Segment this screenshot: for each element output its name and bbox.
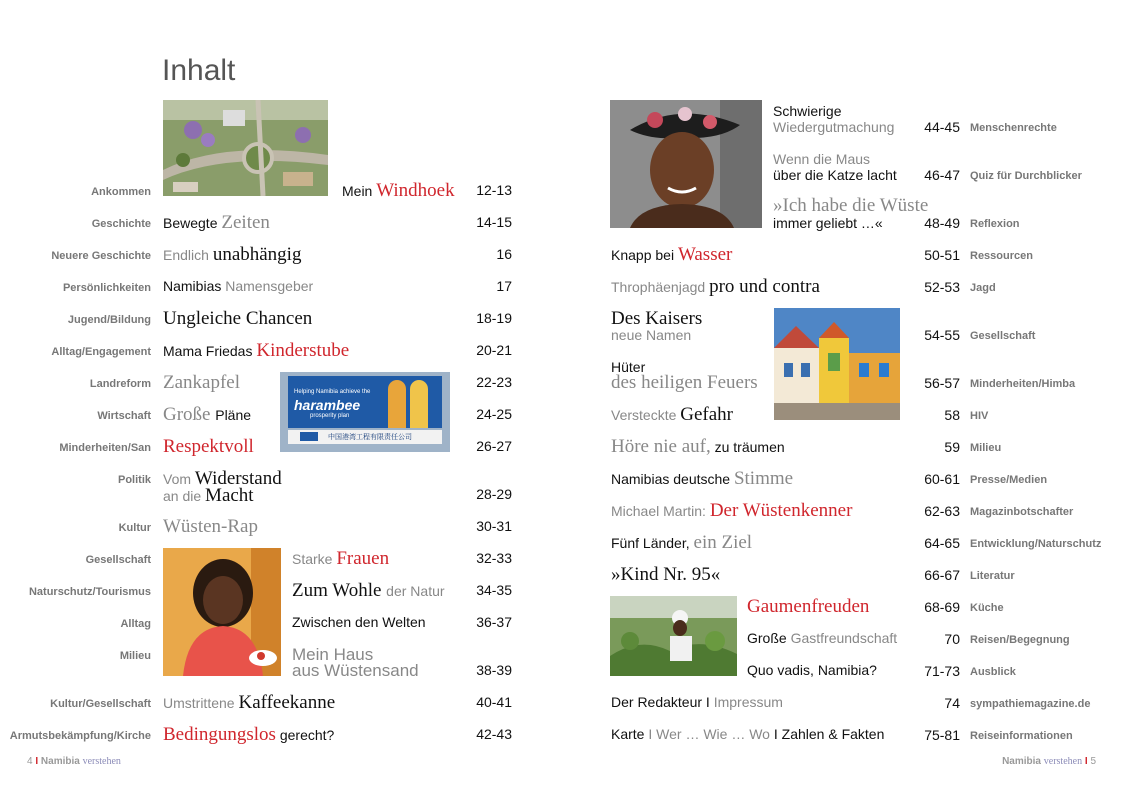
- toc-entry[interactable]: neue Namen: [611, 327, 692, 343]
- toc-entry[interactable]: »Kind Nr. 95«: [611, 564, 721, 585]
- category-right: Reiseinformationen: [970, 730, 1073, 742]
- category-left: Kultur: [118, 522, 151, 534]
- toc-entry[interactable]: über die Katze lacht: [773, 167, 897, 183]
- toc-entry[interactable]: Große Pläne: [163, 404, 252, 425]
- page-number: 20-21: [476, 342, 512, 358]
- category-left: Naturschutz/Tourismus: [28, 586, 151, 598]
- page-title: Inhalt: [162, 54, 236, 87]
- toc-entry[interactable]: Karte I Wer … Wie … Wo I Zahlen & Fakten: [611, 726, 885, 742]
- category-left: Ankommen: [91, 186, 151, 198]
- category-right: Minderheiten/Himba: [970, 378, 1076, 390]
- page-number: 22-23: [476, 374, 512, 390]
- page-number: 14-15: [476, 214, 512, 230]
- chef-garden-photo: [610, 596, 737, 676]
- category-left: Geschichte: [91, 218, 151, 230]
- page-number: 26-27: [476, 438, 512, 454]
- toc-entry[interactable]: Respektvoll: [163, 436, 254, 457]
- footer-page-number: 5: [1090, 756, 1096, 767]
- billboard-line1: Helping Namibia achieve the: [294, 389, 371, 395]
- toc-entry[interactable]: Mama Friedas Kinderstube: [163, 340, 350, 361]
- category-left: Alltag/Engagement: [51, 346, 151, 358]
- category-left: Alltag: [120, 618, 151, 630]
- page-number: 16: [496, 246, 512, 262]
- toc-entry[interactable]: Mein Haus: [292, 645, 374, 664]
- footer-magazine-name: Namibia: [1002, 756, 1041, 767]
- page-number: 70: [944, 631, 960, 647]
- toc-entry[interactable]: Höre nie auf, zu träumen: [611, 436, 785, 457]
- category-left: Minderheiten/San: [59, 442, 151, 454]
- toc-entry[interactable]: Bewegte Zeiten: [163, 212, 270, 233]
- category-right: Jagd: [970, 282, 996, 294]
- page-number: 60-61: [924, 471, 960, 487]
- page-number: 18-19: [476, 310, 512, 326]
- toc-entry[interactable]: Große Gastfreundschaft: [747, 630, 898, 646]
- page-number: 34-35: [476, 582, 512, 598]
- toc-entry[interactable]: Fünf Länder, ein Ziel: [611, 532, 753, 553]
- toc-entry[interactable]: Knapp bei Wasser: [611, 244, 733, 265]
- toc-entry[interactable]: Starke Frauen: [292, 548, 390, 569]
- toc-entry[interactable]: des heiligen Feuers: [611, 372, 758, 393]
- billboard-bottom-text: 中国港湾工程有限责任公司: [328, 434, 412, 441]
- category-left: Landreform: [89, 378, 151, 390]
- toc-entry[interactable]: Zwischen den Welten: [292, 614, 426, 630]
- woman-portrait-photo: [163, 548, 281, 676]
- page-number: 66-67: [924, 567, 960, 583]
- category-right: Entwicklung/Naturschutz: [970, 538, 1102, 550]
- windhoek-aerial-photo: [163, 100, 328, 196]
- page-number: 36-37: [476, 614, 512, 630]
- toc-entry[interactable]: Gaumenfreuden: [747, 596, 870, 617]
- category-right: Magazinbotschafter: [970, 506, 1074, 518]
- page-number: 46-47: [924, 167, 960, 183]
- category-right: Reisen/Begegnung: [970, 634, 1070, 646]
- toc-entry[interactable]: Namibias deutsche Stimme: [611, 468, 794, 489]
- toc-entry[interactable]: an die Macht: [163, 485, 254, 506]
- footer-magazine-word: verstehen: [1043, 756, 1083, 767]
- category-left: Milieu: [119, 650, 151, 662]
- page-number: 30-31: [476, 518, 512, 534]
- category-right: HIV: [970, 410, 989, 422]
- page-number: 59: [944, 439, 960, 455]
- category-right: Küche: [970, 602, 1004, 614]
- page-number: 74: [944, 695, 960, 711]
- category-left: Persönlichkeiten: [62, 282, 151, 294]
- toc-entry[interactable]: Umstrittene Kaffeekanne: [163, 692, 336, 713]
- category-right: Gesellschaft: [970, 330, 1036, 342]
- page-number: 44-45: [924, 119, 960, 135]
- footer-right: Namibia verstehen I 5: [1002, 756, 1096, 767]
- page-number: 56-57: [924, 375, 960, 391]
- category-right: Presse/Medien: [970, 474, 1048, 486]
- toc-entry[interactable]: Endlich unabhängig: [163, 244, 302, 265]
- footer-page-number: 4: [27, 756, 33, 767]
- category-right: Ressourcen: [970, 250, 1033, 262]
- footer-left: 4 I Namibia verstehen: [27, 756, 121, 767]
- toc-entry[interactable]: Zankapfel: [163, 372, 241, 393]
- toc-entry[interactable]: Schwierige: [773, 103, 842, 119]
- toc-entry[interactable]: Wüsten-Rap: [163, 516, 258, 537]
- toc-entry[interactable]: immer geliebt …«: [773, 215, 883, 231]
- page-number: 68-69: [924, 599, 960, 615]
- page-number: 24-25: [476, 406, 512, 422]
- himba-woman-photo: [610, 100, 762, 228]
- toc-entry[interactable]: Wenn die Maus: [773, 151, 871, 167]
- page-number: 54-55: [924, 327, 960, 343]
- page-number: 42-43: [476, 726, 512, 742]
- category-left: Jugend/Bildung: [67, 314, 151, 326]
- billboard-line2: harambee: [294, 397, 361, 413]
- toc-entry[interactable]: Ungleiche Chancen: [163, 308, 313, 329]
- toc-entry[interactable]: Quo vadis, Namibia?: [747, 662, 877, 678]
- page-number: 50-51: [924, 247, 960, 263]
- category-left: Politik: [117, 474, 151, 486]
- category-left: Gesellschaft: [85, 554, 151, 566]
- toc-entry[interactable]: Michael Martin: Der Wüstenkenner: [611, 500, 853, 521]
- page-number: 75-81: [924, 727, 960, 743]
- page-number: 32-33: [476, 550, 512, 566]
- billboard-line3: prosperity plan: [310, 413, 350, 419]
- category-right: sympathiemagazine.de: [970, 698, 1091, 710]
- category-right: Milieu: [970, 442, 1002, 454]
- toc-entry[interactable]: Mein Windhoek: [342, 180, 455, 201]
- page-number: 64-65: [924, 535, 960, 551]
- toc-entry[interactable]: Zum Wohle der Natur: [292, 580, 445, 601]
- page-number: 52-53: [924, 279, 960, 295]
- toc-entry[interactable]: Namibias Namensgeber: [163, 278, 314, 294]
- page-number: 40-41: [476, 694, 512, 710]
- category-right: Ausblick: [970, 666, 1016, 678]
- category-right: Menschenrechte: [970, 122, 1057, 134]
- page-number: 28-29: [476, 486, 512, 502]
- toc-entry[interactable]: Vom Widerstand: [163, 468, 282, 489]
- page-number: 12-13: [476, 182, 512, 198]
- page-number: 62-63: [924, 503, 960, 519]
- toc-entry[interactable]: »Ich habe die Wüste: [773, 195, 929, 216]
- page-number: 71-73: [924, 663, 960, 679]
- toc-entry[interactable]: Throphäenjagd pro und contra: [611, 276, 820, 297]
- toc-entry[interactable]: Der Redakteur I Impressum: [611, 694, 783, 710]
- toc-entry[interactable]: aus Wüstensand: [292, 661, 419, 680]
- toc-entry[interactable]: Versteckte Gefahr: [611, 404, 734, 425]
- category-left: Armutsbekämpfung/Kirche: [9, 730, 151, 742]
- footer-magazine-word: verstehen: [82, 756, 121, 767]
- toc-entry[interactable]: Hüter: [611, 359, 646, 375]
- category-right: Literatur: [970, 570, 1015, 582]
- page-number: 48-49: [924, 215, 960, 231]
- category-right: Reflexion: [970, 218, 1020, 230]
- harambee-billboard-photo: [280, 372, 450, 452]
- page-number: 58: [944, 407, 960, 423]
- category-left: Kultur/Gesellschaft: [50, 698, 151, 710]
- category-right: Quiz für Durchblicker: [970, 170, 1082, 182]
- page-number: 38-39: [476, 662, 512, 678]
- category-left: Neuere Geschichte: [51, 250, 151, 262]
- footer-magazine-name: Namibia: [40, 756, 80, 767]
- page-number: 17: [496, 278, 512, 294]
- toc-entry[interactable]: Wiedergutmachung: [773, 119, 895, 135]
- category-left: Wirtschaft: [97, 410, 151, 422]
- toc-entry[interactable]: Bedingungslos gerecht?: [163, 724, 335, 745]
- colorful-houses-photo: [774, 308, 900, 420]
- toc-entry[interactable]: Des Kaisers: [611, 308, 703, 329]
